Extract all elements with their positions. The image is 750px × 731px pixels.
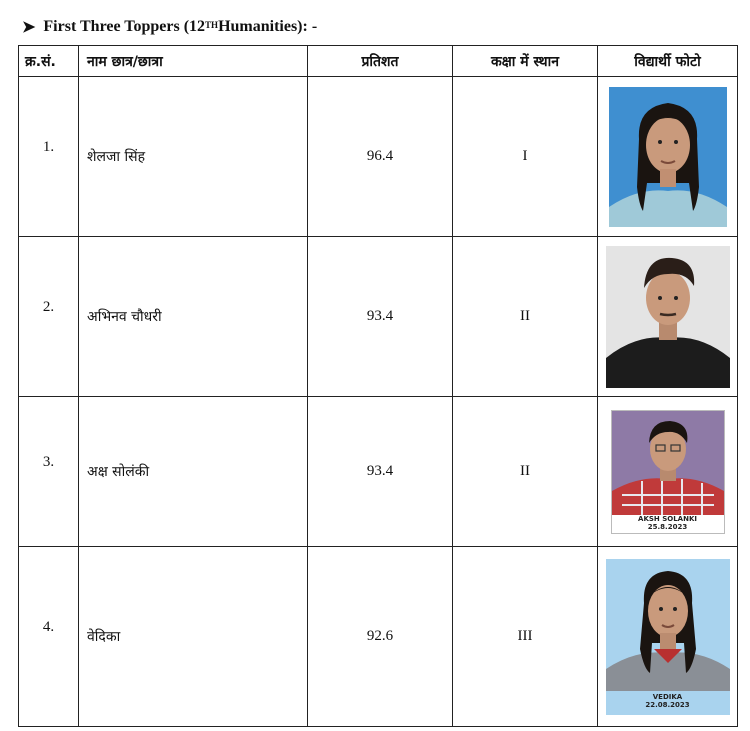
heading-text-before: First Three Toppers (12 bbox=[43, 18, 206, 35]
row-serial: 2. bbox=[19, 237, 79, 397]
photo-caption-date: 22.08.2023 bbox=[645, 700, 690, 709]
heading-superscript: TH bbox=[205, 20, 219, 30]
row-name: वेदिका bbox=[79, 547, 308, 727]
row-rank: II bbox=[453, 397, 598, 547]
arrow-bullet-icon: ➤ bbox=[22, 19, 36, 36]
row-rank: II bbox=[453, 237, 598, 397]
table-header-row bbox=[19, 46, 738, 77]
photo-caption-name: VEDIKA bbox=[652, 692, 683, 701]
row-percentage: 93.4 bbox=[308, 397, 453, 547]
header-name: नाम छात्र/छात्रा bbox=[79, 46, 308, 77]
table-row bbox=[19, 547, 738, 727]
row-serial: 3. bbox=[19, 397, 79, 547]
row-rank: I bbox=[453, 77, 598, 237]
row-photo-cell bbox=[598, 237, 738, 397]
row-name: अक्ष सोलंकी bbox=[79, 397, 308, 547]
student-photo-female-icon bbox=[609, 87, 727, 227]
toppers-table bbox=[18, 45, 738, 727]
photo-caption-name: AKSH SOLANKI bbox=[638, 514, 697, 523]
section-heading bbox=[22, 14, 317, 40]
row-percentage: 93.4 bbox=[308, 237, 453, 397]
row-photo-cell bbox=[598, 547, 738, 727]
header-photo: विद्यार्थी फोटो bbox=[598, 46, 738, 77]
row-photo-cell bbox=[598, 397, 738, 547]
student-photo-female-icon bbox=[606, 559, 730, 715]
row-name: शेलजा सिंह bbox=[79, 77, 308, 237]
header-serial: क्र.सं. bbox=[19, 46, 79, 77]
table-row bbox=[19, 397, 738, 547]
row-serial: 1. bbox=[19, 77, 79, 237]
photo-caption-date: 25.8.2023 bbox=[647, 522, 688, 531]
row-rank: III bbox=[453, 547, 598, 727]
row-photo-cell bbox=[598, 77, 738, 237]
header-percentage: प्रतिशत bbox=[308, 46, 453, 77]
row-name: अभिनव चौधरी bbox=[79, 237, 308, 397]
student-photo-male-icon bbox=[611, 410, 725, 534]
table-row bbox=[19, 77, 738, 237]
row-percentage: 92.6 bbox=[308, 547, 453, 727]
table-row bbox=[19, 237, 738, 397]
row-serial: 4. bbox=[19, 547, 79, 727]
student-photo-male-icon bbox=[606, 246, 730, 388]
header-rank: कक्षा में स्थान bbox=[453, 46, 598, 77]
row-percentage: 96.4 bbox=[308, 77, 453, 237]
heading-text-after: Humanities): - bbox=[218, 18, 318, 35]
